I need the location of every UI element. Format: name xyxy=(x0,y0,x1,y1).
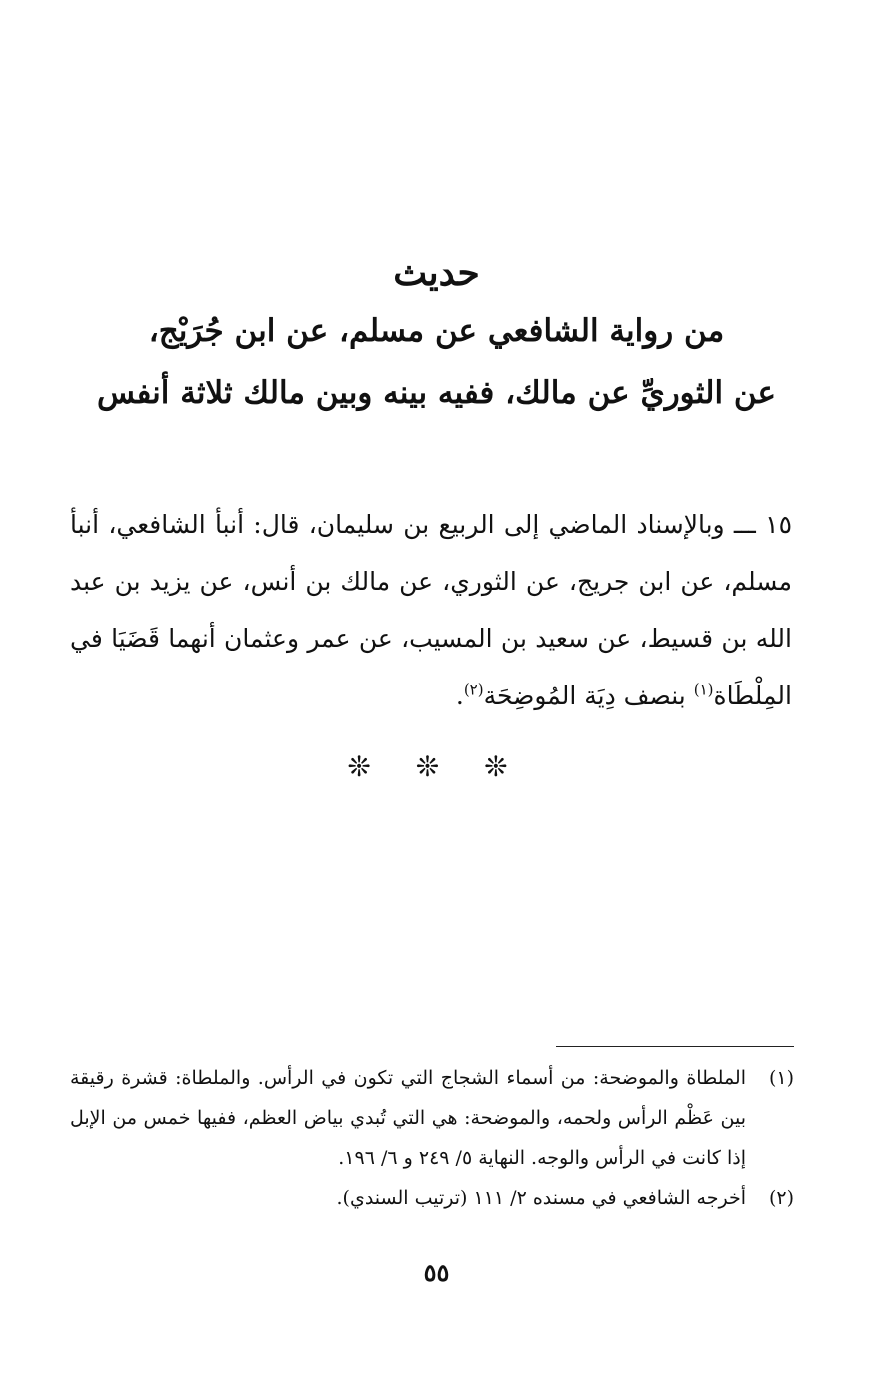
footnotes xyxy=(70,1058,794,1218)
hadith-text-part-1: وبالإسناد الماضي إلى الربيع بن سليمان، قال: أنبأ الشافعي، أنبأ مسلم، عن ابن جريج، عن الثوري، عن مالك بن أنس، عن يزيد بن عبد الله بن قسيط، عن سعيد بن المسيب، عن عمر وعثمان أنهما قَضَيَا في المِلْطَاة xyxy=(70,510,792,710)
footnote-ref-2[interactable]: (٢) xyxy=(463,680,484,699)
footnote-number: (١) xyxy=(768,1067,794,1089)
footnote-1 xyxy=(70,1058,794,1178)
section-separator: ❊ ❊ ❊ xyxy=(347,750,526,783)
hadith-dash: ـــ xyxy=(733,510,756,539)
hadith-paragraph xyxy=(70,496,792,724)
section-subtitle-line-2: عن الثوريِّ عن مالك، ففيه بينه وبين مالك ثلاثة أنفس xyxy=(96,375,777,411)
footnote-2 xyxy=(70,1178,794,1218)
footnote-text: الملطاة والموضحة: من أسماء الشجاج التي تكون في الرأس. والملطاة: قشرة رقيقة بين عَظْم الرأس ولحمه، والموضحة: هي التي تُبدي بياض العظم، ففيها خمس من الإبل إذا كانت في الرأس والوجه. النهاية ٥/ ٢٤٩ و ٦/ ١٩٦. xyxy=(70,1067,746,1169)
hadith-text-end: . xyxy=(455,681,464,710)
section-subtitle-line-1: من رواية الشافعي عن مسلم، عن ابن جُرَيْج، xyxy=(148,313,725,349)
hadith-number: ١٥ xyxy=(765,510,793,539)
footnote-number: (٢) xyxy=(768,1187,794,1209)
hadith-text-part-2: بنصف دِيَة المُوضِحَة xyxy=(483,681,686,710)
section-title: حديث xyxy=(393,252,480,294)
footnote-divider xyxy=(556,1046,794,1047)
page-number: ٥٥ xyxy=(423,1258,450,1287)
footnote-ref-1[interactable]: (١) xyxy=(693,680,714,699)
footnote-text: أخرجه الشافعي في مسنده ٢/ ١١١ (ترتيب السندي). xyxy=(336,1187,746,1209)
